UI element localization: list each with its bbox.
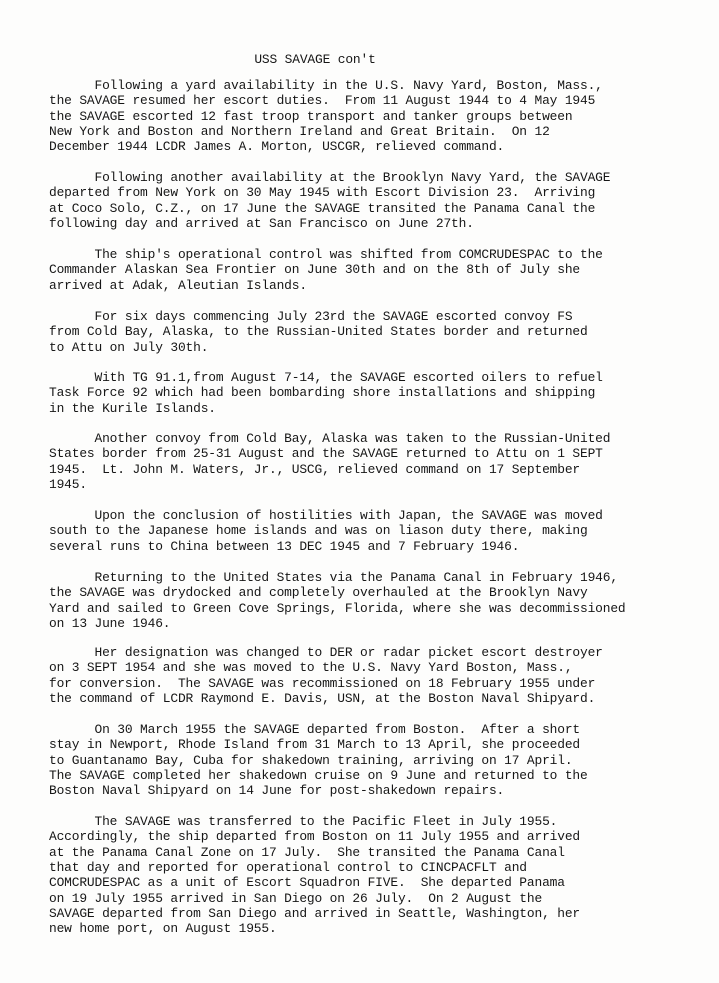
text-line: SAVAGE departed from San Diego and arrived in Seattle, Washington, her	[49, 906, 580, 922]
text-line: Upon the conclusion of hostilities with Japan, the SAVAGE was moved	[49, 508, 603, 523]
text-line: at Coco Solo, C.Z., on 17 June the SAVAGE transited the Panama Canal the	[49, 200, 596, 216]
text-line: on 13 June 1946.	[49, 616, 171, 632]
text-line: several runs to China between 13 DEC 1945 and 7 February 1946.	[49, 538, 520, 554]
text-line: on 3 SEPT 1954 and she was moved to the U.S. Navy Yard Boston, Mass.,	[49, 660, 573, 676]
text-line: the SAVAGE escorted 12 fast troop transport and tanker groups between	[49, 108, 573, 124]
text-line: COMCRUDESPAC as a unit of Escort Squadron FIVE. She departed Panama	[49, 875, 565, 891]
text-line: from Cold Bay, Alaska, to the Russian-United States border and returned	[49, 324, 588, 340]
paragraph	[49, 722, 588, 799]
text-line: With TG 91.1,from August 7-14, the SAVAGE escorted oilers to refuel	[49, 370, 603, 385]
paragraph	[49, 431, 610, 492]
paragraph	[49, 645, 603, 706]
text-line: New York and Boston and Northern Ireland and Great Britain. On 12	[49, 124, 550, 140]
paragraph	[49, 170, 610, 231]
text-line: The SAVAGE was transferred to the Pacific Fleet in July 1955.	[49, 814, 558, 829]
text-line: the SAVAGE resumed her escort duties. From 11 August 1944 to 4 May 1945	[49, 93, 596, 109]
page-heading: USS SAVAGE con't	[254, 52, 376, 67]
text-line: the SAVAGE was drydocked and completely overhauled at the Brooklyn Navy	[49, 585, 588, 601]
text-line: Task Force 92 which had been bombarding shore installations and shipping	[49, 385, 596, 401]
text-line: Following a yard availability in the U.S. Navy Yard, Boston, Mass.,	[49, 78, 603, 93]
text-line: The SAVAGE completed her shakedown cruise on 9 June and returned to the	[49, 768, 588, 784]
text-line: the command of LCDR Raymond E. Davis, USN, at the Boston Naval Shipyard.	[49, 691, 596, 707]
text-line: Boston Naval Shipyard on 14 June for post-shakedown repairs.	[49, 783, 505, 799]
paragraph	[49, 570, 626, 631]
text-line: stay in Newport, Rhode Island from 31 March to 13 April, she proceeded	[49, 737, 580, 753]
text-line: On 30 March 1955 the SAVAGE departed from Boston. After a short	[49, 722, 580, 737]
text-line: new home port, on August 1955.	[49, 921, 277, 937]
paragraph	[49, 78, 603, 155]
text-line: States border from 25-31 August and the SAVAGE returned to Attu on 1 SEPT	[49, 446, 603, 462]
text-line: 1945. Lt. John M. Waters, Jr., USCG, relieved command on 17 September	[49, 461, 580, 477]
text-line: that day and reported for operational control to CINCPACFLT and	[49, 860, 527, 876]
paragraph	[49, 508, 603, 554]
text-line: Following another availability at the Brooklyn Navy Yard, the SAVAGE	[49, 170, 611, 185]
text-line: Accordingly, the ship departed from Boston on 11 July 1955 and arrived	[49, 829, 580, 845]
text-line: for conversion. The SAVAGE was recommissioned on 18 February 1955 under	[49, 675, 596, 691]
paragraph	[49, 247, 603, 293]
text-line: Her designation was changed to DER or radar picket escort destroyer	[49, 645, 603, 660]
text-line: departed from New York on 30 May 1945 with Escort Division 23. Arriving	[49, 185, 596, 201]
text-line: south to the Japanese home islands and was on liason duty there, making	[49, 523, 588, 539]
text-line: arrived at Adak, Aleutian Islands.	[49, 277, 307, 293]
text-line: 1945.	[49, 477, 87, 493]
paragraph	[49, 309, 588, 355]
text-line: on 19 July 1955 arrived in San Diego on 26 July. On 2 August the	[49, 890, 543, 906]
text-line: to Guantanamo Bay, Cuba for shakedown training, arriving on 17 April.	[49, 752, 573, 768]
text-line: at the Panama Canal Zone on 17 July. She transited the Panama Canal	[49, 844, 565, 860]
paragraph	[49, 370, 603, 416]
text-line: The ship's operational control was shifted from COMCRUDESPAC to the	[49, 247, 603, 262]
text-line: following day and arrived at San Francisco on June 27th.	[49, 216, 474, 232]
text-line: Returning to the United States via the Panama Canal in February 1946,	[49, 570, 618, 585]
text-line: For six days commencing July 23rd the SAVAGE escorted convoy FS	[49, 309, 573, 324]
text-line: to Attu on July 30th.	[49, 339, 209, 355]
text-line: Another convoy from Cold Bay, Alaska was taken to the Russian-United	[49, 431, 611, 446]
paragraph	[49, 814, 580, 937]
text-line: Commander Alaskan Sea Frontier on June 30th and on the 8th of July she	[49, 262, 580, 278]
text-line: December 1944 LCDR James A. Morton, USCGR, relieved command.	[49, 139, 505, 155]
text-line: in the Kurile Islands.	[49, 400, 216, 416]
text-line: Yard and sailed to Green Cove Springs, Florida, where she was decommissioned	[49, 600, 626, 616]
